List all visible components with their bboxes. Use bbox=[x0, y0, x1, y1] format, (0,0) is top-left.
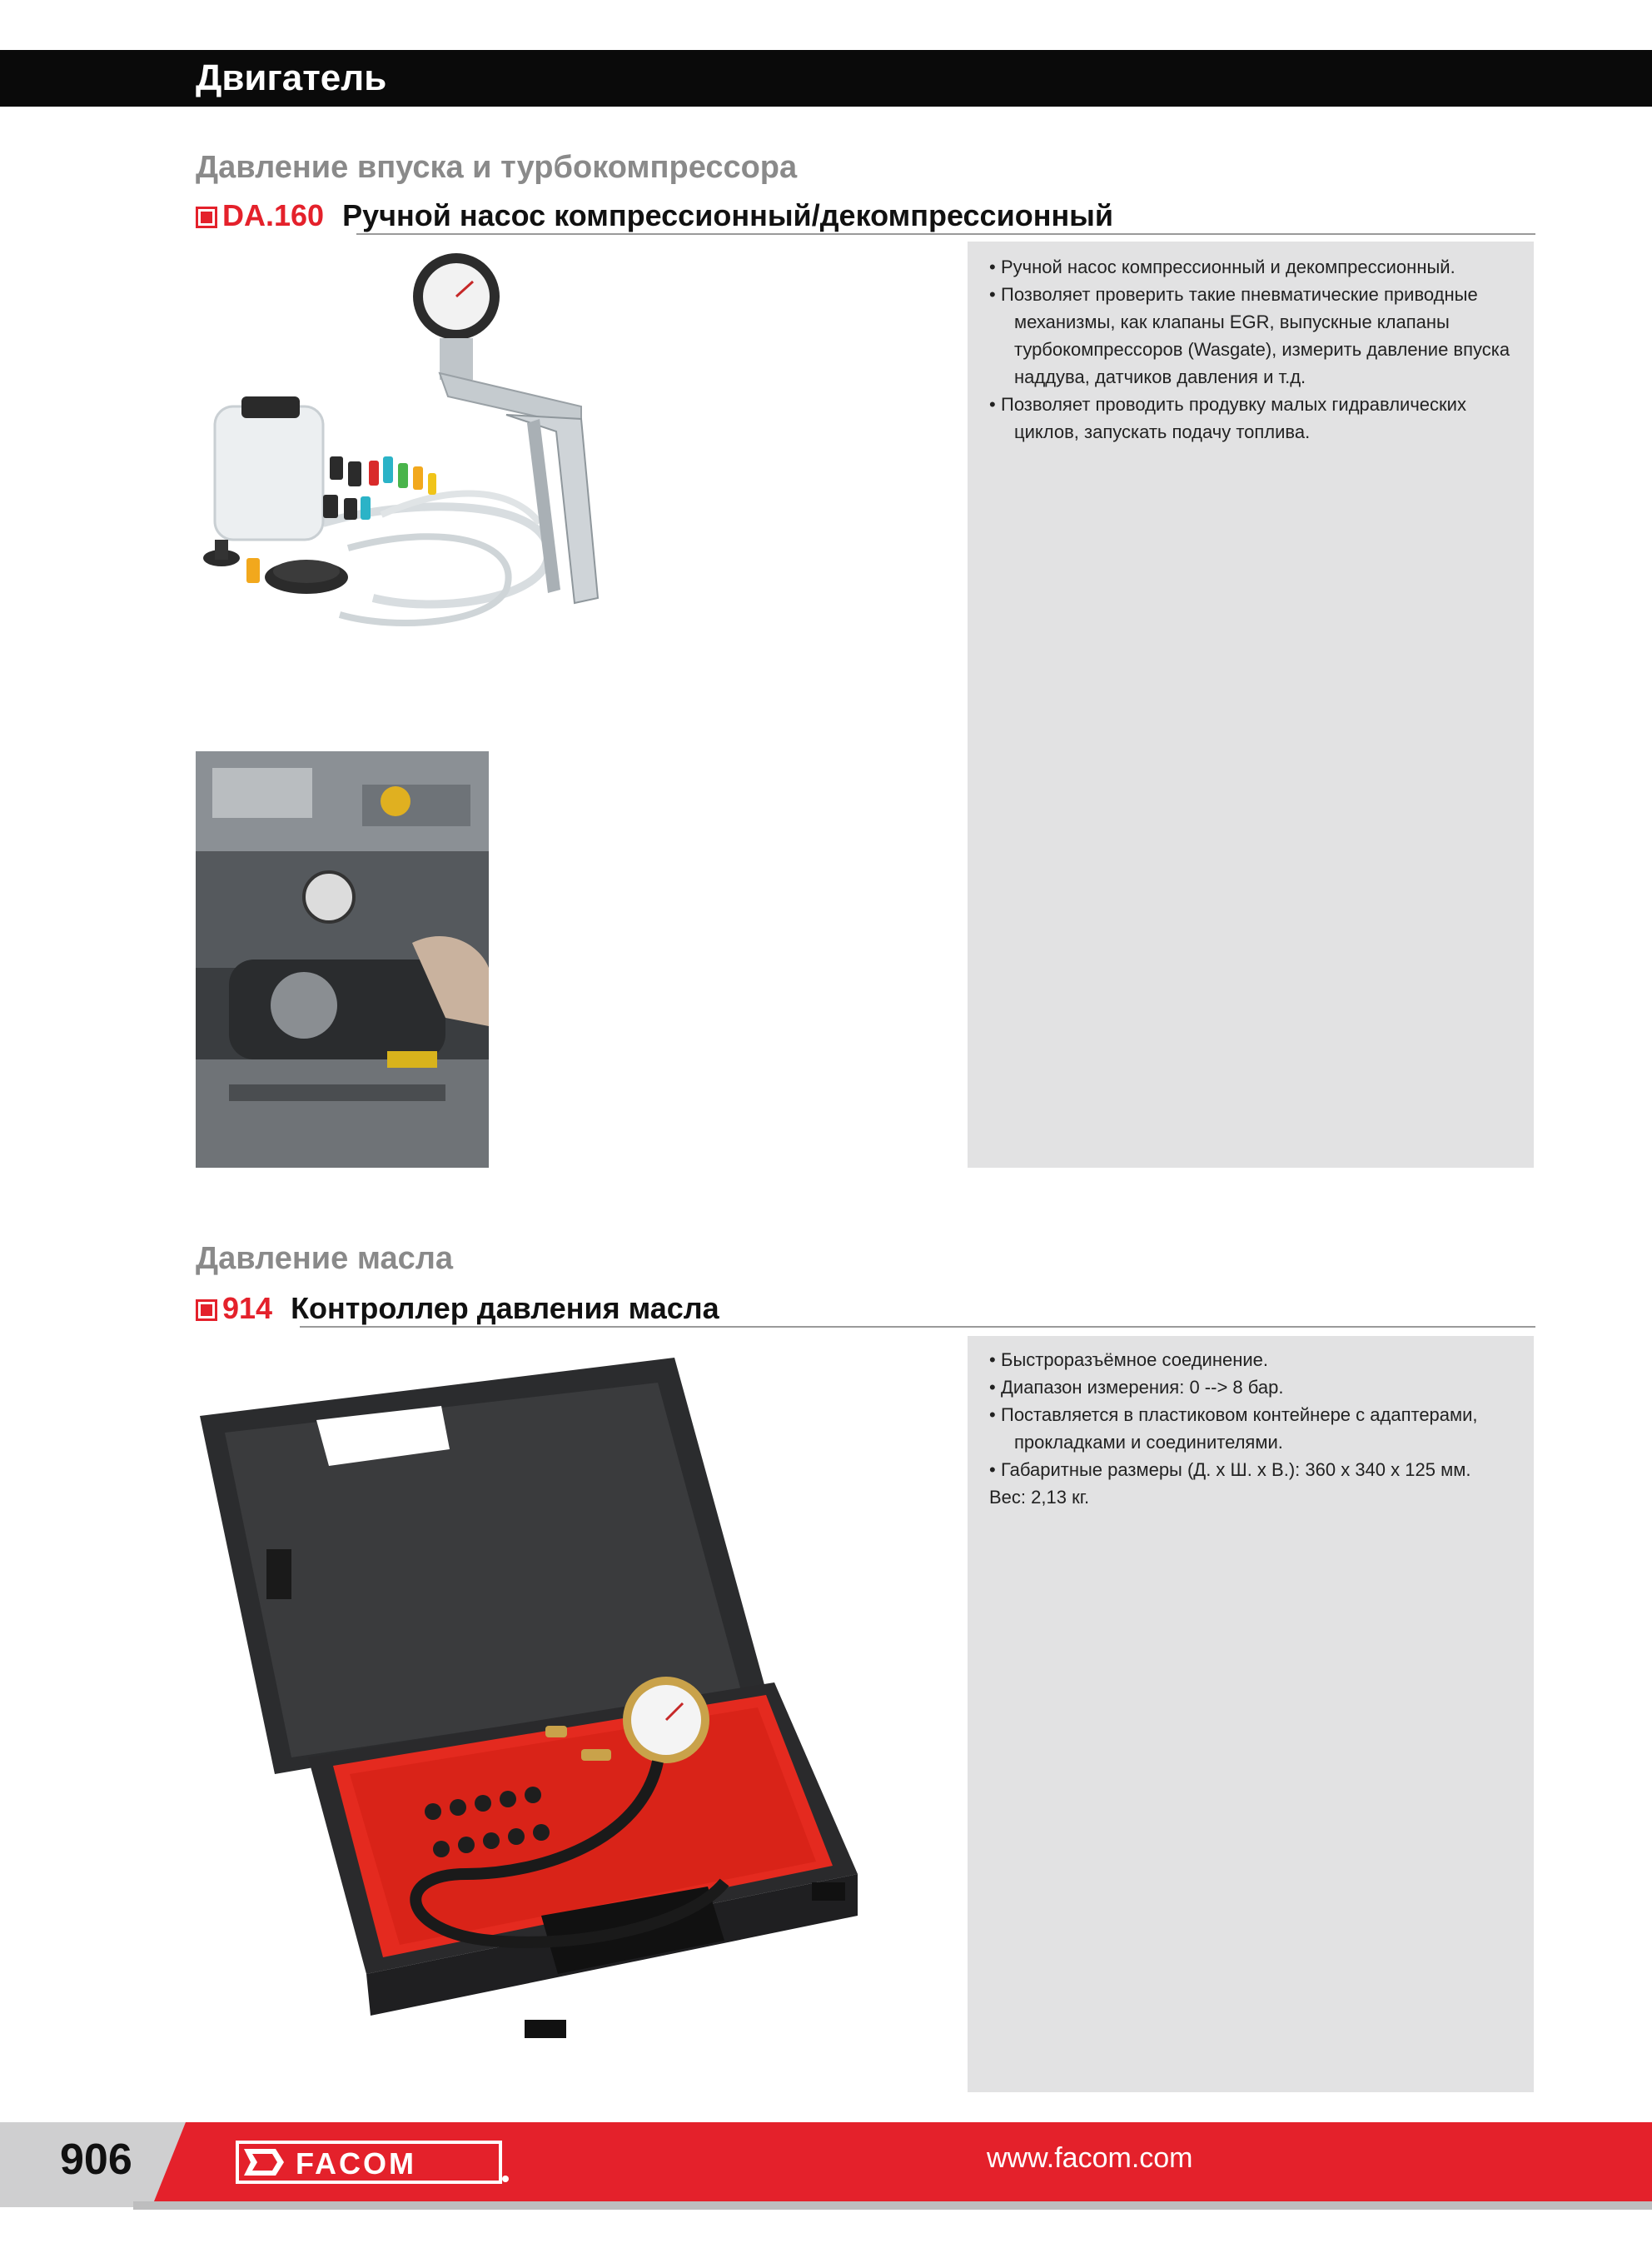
product-title-da160 bbox=[196, 193, 1113, 233]
product-title-914 bbox=[196, 1286, 719, 1326]
footer-stripe bbox=[133, 2201, 1652, 2210]
product-code: DA.160 bbox=[222, 198, 325, 232]
title-underline bbox=[356, 233, 1535, 235]
product-name: Ручной насос компрессионный/декомпрессионный bbox=[342, 198, 1114, 232]
product-code: 914 bbox=[222, 1291, 273, 1325]
feature-list-da160 bbox=[989, 253, 1522, 446]
engine-bay-photo bbox=[196, 751, 489, 1168]
weight-text: Вес: 2,13 кг. bbox=[989, 1487, 1090, 1508]
feature-item: • Быстроразъёмное соединение. bbox=[989, 1349, 1268, 1370]
page-title: Двигатель bbox=[196, 57, 387, 98]
feature-item: • Габаритные размеры (Д. x Ш. x В.): 360 x 340 x 125 мм. bbox=[989, 1459, 1471, 1480]
title-underline bbox=[300, 1326, 1535, 1328]
footer-url-link[interactable]: www.facom.com bbox=[987, 2142, 1193, 2174]
feature-item: • Ручной насос компрессионный и декомпрессионный. bbox=[989, 257, 1455, 277]
section-heading-oil: Давление масла bbox=[196, 1241, 453, 1276]
red-square-icon bbox=[196, 207, 217, 228]
product-name: Контроллер давления масла bbox=[291, 1291, 719, 1325]
feature-item: • Позволяет проводить продувку малых гидравлических циклов, запускать подачу топлива. bbox=[989, 394, 1466, 442]
hand-pump-kit-photo bbox=[190, 248, 639, 648]
feature-list-914 bbox=[989, 1346, 1522, 1511]
oil-pressure-kit-photo bbox=[192, 1341, 858, 2066]
feature-item: • Позволяет проверить такие пневматические приводные механизмы, как клапаны EGR, выпускные клапаны турбокомпрессоров (Wasgate), измерить давление впуска наддува, датчиков давления и т.д. bbox=[989, 284, 1510, 387]
section-heading-intake: Давление впуска и турбокомпрессора bbox=[196, 150, 798, 185]
facom-logo bbox=[236, 2137, 510, 2187]
red-square-icon bbox=[196, 1299, 217, 1321]
page-number: 906 bbox=[60, 2136, 132, 2184]
svg-text:FACOM: FACOM bbox=[296, 2146, 416, 2181]
feature-item: • Поставляется в пластиковом контейнере с адаптерами, прокладками и соединителями. bbox=[989, 1404, 1478, 1453]
feature-item: • Диапазон измерения: 0 --> 8 бар. bbox=[989, 1377, 1284, 1398]
